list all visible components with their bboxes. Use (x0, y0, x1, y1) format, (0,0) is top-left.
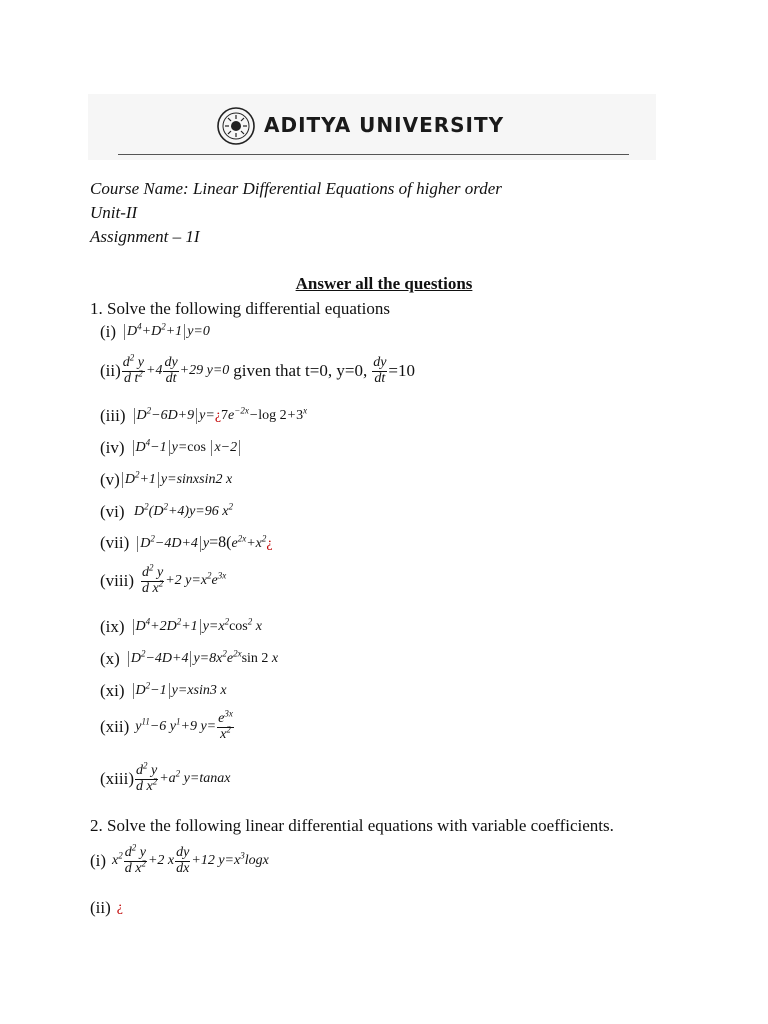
item-label: (viii) (100, 571, 134, 591)
q1-item-xiii: (xiii) $\frac{d^2 y}{d x^2}$ $+a^2$ y=tanax (100, 760, 231, 794)
q1-item-vi (100, 502, 233, 522)
fraction: $\frac{dy}{dt}$ (373, 355, 387, 386)
item-label: (v) (100, 470, 120, 489)
fraction: $\frac{d^2 y}{d t^2}$ (122, 352, 144, 386)
equation: $D^4-1$ y=cos x−2 (131, 440, 243, 456)
item-label: (x) (100, 649, 120, 668)
fraction: $\frac{d^2 y}{d x^2}$ (142, 562, 164, 596)
instruction-heading: Answer all the questions (295, 274, 473, 293)
q1-item-ii: (ii) $\frac{d^2 y}{d t^2}$ +4 $\frac{dy}{dt}$ +29 y=0 given that t=0, y=0, $\frac{dy}{dt}$ =10 (100, 352, 416, 386)
q1-item-x (100, 649, 278, 669)
q1-item-iv (100, 438, 242, 458)
q1-item-v (100, 470, 232, 490)
q1-item-ix (100, 617, 262, 637)
university-logo-icon (216, 106, 256, 146)
university-name: ADITYA UNIVERSITY (264, 113, 505, 137)
unit-label: Unit-II (90, 203, 138, 222)
question-1-heading: 1. Solve the following differential equations (90, 299, 390, 318)
invalid-glyph: ¿ (116, 900, 123, 915)
equation: $D^2-4D+4$ $y=8(e^{2x}+x^2¿$ (135, 534, 272, 552)
fraction: $\frac{d^2 y}{d x^2}$ (124, 842, 146, 876)
item-label: (iii) (100, 406, 126, 425)
fraction: $\frac{dy}{dx}$ (176, 845, 190, 876)
item-label: (vi) (100, 502, 125, 521)
q1-item-vii (100, 533, 273, 553)
q2-item-ii (90, 898, 123, 918)
equation: $D^2-4D+4$ $y=8x^2e^{2x}\sin$ 2 x (126, 651, 278, 667)
item-label: (xi) (100, 681, 125, 700)
item-label: (i) (90, 851, 107, 871)
item-label: (vii) (100, 533, 130, 552)
q1-item-i (100, 322, 210, 342)
equation: $D^2(D^2+4)y=96$ $x^2$ (130, 501, 233, 519)
equation: $D^4+D^2+1$ y=0 (122, 324, 210, 340)
item-label: (iv) (100, 438, 125, 457)
q1-item-xi (100, 681, 227, 701)
fraction: $\frac{dy}{dt}$ (164, 355, 178, 386)
item-label: (ix) (100, 617, 125, 636)
q1-item-iii (100, 406, 307, 426)
fraction: $\frac{d^2 y}{d x^2}$ (136, 760, 158, 794)
q2-item-i: (i) $x^2$ $\frac{d^2 y}{d x^2}$ +2 x $\frac{dy}{dx}$ +12 $y=x^3\log x$ (90, 842, 269, 876)
question-2-heading: 2. Solve the following linear differential equations with variable coefficients. (90, 816, 614, 835)
q1-item-viii: (viii) $\frac{d^2 y}{d x^2}$ +2 $y=x^2e^{3x}$ (100, 562, 227, 596)
item-label: (xiii) (100, 769, 134, 789)
item-label: (xii) (100, 717, 130, 737)
item-label: (ii) (100, 361, 121, 381)
ii-value: =10 (388, 361, 416, 381)
item-label: (ii) (90, 898, 111, 917)
item-label: (i) (100, 322, 117, 341)
header-divider (118, 154, 629, 155)
course-name: Course Name: Linear Differential Equations of higher order (90, 179, 502, 198)
equation: $D^2-6D+9$ $y=¿7e^{-2x}-\log$ $2+3^x$ (132, 408, 308, 424)
equation: $D^4+2D^2+1$ $y=x^2\cos^2$ x (131, 619, 262, 635)
fraction: $\frac{e^{3x}}{x^2}$ (218, 708, 233, 742)
q1-item-xii: (xii) $y^{11}-6$ $y^1+9$ y= $\frac{e^{3x}}{x^2}$ (100, 708, 233, 742)
assignment-label: Assignment – 1I (90, 227, 200, 246)
equation: $D^2+1$ y=sinxsin2 x (120, 472, 232, 488)
equation: $D^2-1$ y=xsin3 x (131, 683, 227, 699)
ii-condition: given that t=0, y=0, (233, 361, 368, 381)
